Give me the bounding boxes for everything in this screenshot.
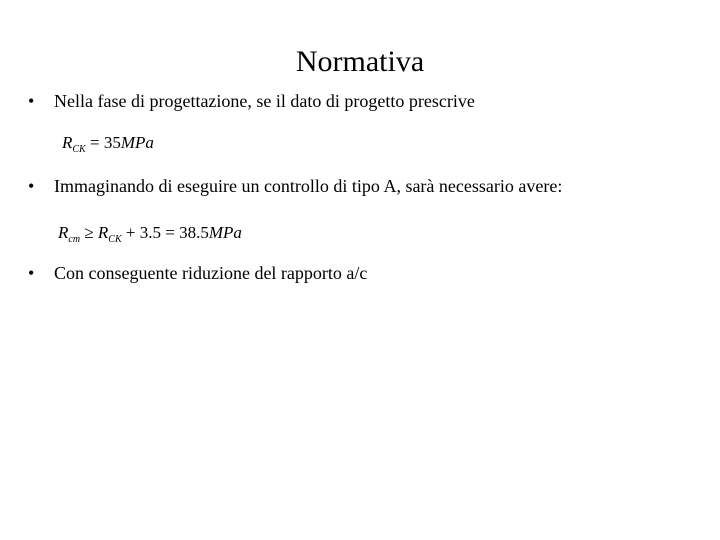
formula-rck-variable: R	[62, 133, 73, 152]
bullet-symbol: •	[28, 263, 35, 283]
formula-rck	[62, 132, 154, 161]
formula-rcm	[58, 222, 242, 251]
bullet-symbol: •	[28, 91, 35, 111]
formula-rcm-subscript: cm	[68, 234, 81, 245]
formula-rcm-operator: ≥	[80, 223, 98, 242]
bullet-text-3: Con conseguente riduzione del rapporto a/c	[54, 263, 368, 283]
bullet-symbol: •	[28, 176, 35, 196]
slide-title: Normativa	[295, 45, 425, 78]
formula-rcm-rck-variable: R	[97, 223, 109, 242]
bullet-item-1	[28, 89, 475, 113]
bullet-text-1: Nella fase di progettazione, se il dato di progetto prescrive	[54, 91, 475, 111]
formula-rck-value: = 35	[85, 133, 121, 152]
bullet-item-3	[28, 261, 367, 285]
formula-rcm-unit: MPa	[208, 223, 242, 242]
formula-rcm-rck-subscript: CK	[108, 234, 122, 245]
formula-rck-subscript: CK	[72, 144, 86, 155]
bullet-text-2: Immaginando di eseguire un controllo di tipo A, sarà necessario avere:	[54, 176, 563, 196]
formula-rck-unit: MPa	[120, 133, 154, 152]
formula-rcm-variable: R	[58, 223, 69, 242]
formula-rcm-value: + 3.5 = 38.5	[121, 223, 209, 242]
bullet-item-2	[28, 174, 562, 198]
